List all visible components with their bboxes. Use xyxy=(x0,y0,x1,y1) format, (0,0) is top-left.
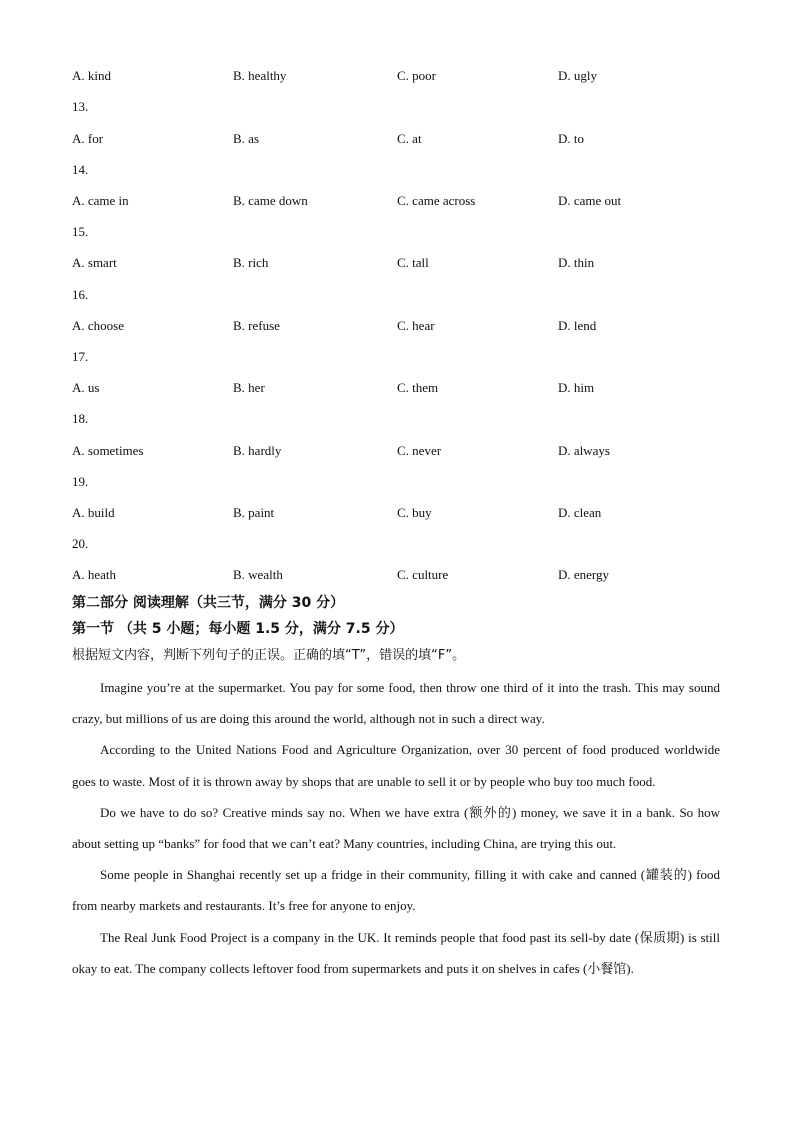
option-a: A. smart xyxy=(72,255,117,270)
question-number: 18. xyxy=(72,411,89,426)
question-20-options xyxy=(72,565,732,585)
option-a: A. us xyxy=(72,380,100,395)
option-c: C. culture xyxy=(397,567,449,582)
option-d: D. always xyxy=(558,443,610,458)
question-12-options xyxy=(72,66,732,86)
passage-paragraph: The Real Junk Food Project is a company in the UK. It reminds people that food past its sell-by date (保质期) is still okay to eat. The company collects leftover food from supermarkets and puts it on shelves in cafes (小餐馆). xyxy=(72,929,720,976)
question-16-options xyxy=(72,316,732,336)
question-17-options xyxy=(72,378,732,398)
subsection-title: 第一节 （共 5 小题；每小题 1.5 分，满分 7.5 分） xyxy=(72,621,404,637)
option-a: A. choose xyxy=(72,318,124,333)
question-number: 15. xyxy=(72,224,89,239)
option-d: D. clean xyxy=(558,505,602,520)
question-number: 14. xyxy=(72,162,89,177)
option-b: B. healthy xyxy=(233,68,287,83)
option-a: A. build xyxy=(72,505,115,520)
option-d: D. him xyxy=(558,380,595,395)
option-b: B. refuse xyxy=(233,318,280,333)
option-d: D. ugly xyxy=(558,68,597,83)
option-a: A. came in xyxy=(72,193,129,208)
option-d: D. lend xyxy=(558,318,597,333)
question-13-options xyxy=(72,129,732,149)
option-d: D. to xyxy=(558,131,584,146)
option-a: A. for xyxy=(72,131,104,146)
option-c: C. tall xyxy=(397,255,429,270)
instruction-text: 根据短文内容，判断下列句子的正误。正确的填“T”，错误的填“F”。 xyxy=(72,648,466,663)
option-a: A. sometimes xyxy=(72,443,144,458)
option-b: B. rich xyxy=(233,255,269,270)
question-number: 13. xyxy=(72,99,89,114)
passage-paragraph: According to the United Nations Food and Agriculture Organization, over 30 percent of food produced worldwide goes to waste. Most of it is thrown away by shops that are unable to sell it or by people who buy too much food. xyxy=(72,742,720,789)
question-15-options xyxy=(72,253,732,273)
passage-paragraph: Imagine you’re at the supermarket. You pay for some food, then throw one third of it into the trash. This may sound crazy, but millions of us are doing this around the world, although not in such a direct way. xyxy=(72,680,720,727)
option-c: C. them xyxy=(397,380,439,395)
option-c: C. hear xyxy=(397,318,435,333)
option-d: D. thin xyxy=(558,255,595,270)
option-b: B. came down xyxy=(233,193,308,208)
question-19-options xyxy=(72,503,732,523)
question-number: 16. xyxy=(72,287,89,302)
passage-paragraph: Do we have to do so? Creative minds say no. When we have extra (额外的) money, we save it in a bank. So how about setting up “banks” for food that we can’t eat? Many countries, including China, are trying this out. xyxy=(72,804,720,852)
option-d: D. came out xyxy=(558,193,622,208)
question-number: 19. xyxy=(72,474,89,489)
option-c: C. came across xyxy=(397,193,476,208)
option-c: C. buy xyxy=(397,505,432,520)
option-d: D. energy xyxy=(558,567,610,582)
question-18-options xyxy=(72,441,732,461)
option-a: A. heath xyxy=(72,567,117,582)
question-number: 17. xyxy=(72,349,89,364)
option-b: B. wealth xyxy=(233,567,283,582)
option-c: C. poor xyxy=(397,68,436,83)
passage-paragraph: Some people in Shanghai recently set up a fridge in their community, filling it with cake and canned (罐装的) food from nearby markets and restaurants. It’s free for anyone to enjoy. xyxy=(72,867,720,914)
option-b: B. paint xyxy=(233,505,275,520)
part-title: 第二部分 阅读理解（共三节，满分 30 分） xyxy=(72,595,345,611)
question-number: 20. xyxy=(72,536,89,551)
option-c: C. at xyxy=(397,131,422,146)
option-c: C. never xyxy=(397,443,442,458)
option-b: B. her xyxy=(233,380,265,395)
option-a: A. kind xyxy=(72,68,111,83)
option-b: B. hardly xyxy=(233,443,282,458)
reading-passage xyxy=(72,672,720,984)
option-b: B. as xyxy=(233,131,259,146)
question-14-options xyxy=(72,191,732,211)
